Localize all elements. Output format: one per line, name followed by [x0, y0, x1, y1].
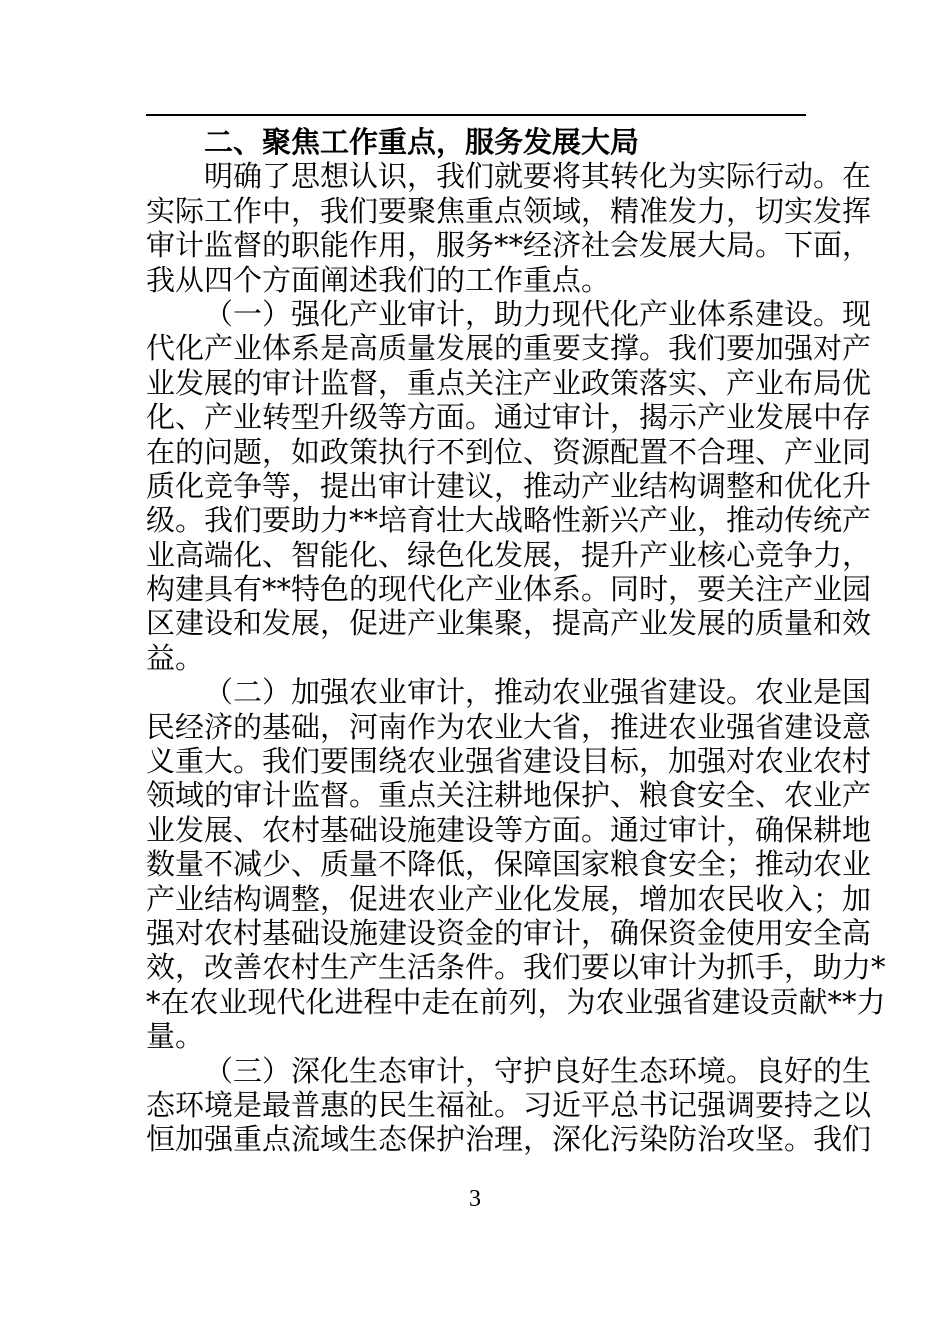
text-line: 产业结构调整，促进农业产业化发展，增加农民收入；加 [146, 881, 872, 916]
text-line: 义重大。我们要围绕农业强省建设目标，加强对农业农村 [146, 744, 872, 779]
text-line: 级。我们要助力**培育壮大战略性新兴产业，推动传统产 [146, 503, 872, 538]
text-line: *在农业现代化进程中走在前列，为农业强省建设贡献**力 [146, 984, 886, 1019]
text-line: 数量不减少、质量不降低，保障国家粮食安全；推动农业 [146, 847, 872, 882]
paragraph [146, 159, 872, 297]
text-line: 量。 [146, 1019, 205, 1054]
text-line: （二）加强农业审计，推动农业强省建设。农业是国 [204, 675, 872, 710]
text-line: 在的问题，如政策执行不到位、资源配置不合理、产业同 [146, 434, 872, 469]
text-line: 业高端化、智能化、绿色化发展，提升产业核心竞争力， [146, 537, 872, 572]
document-body [146, 125, 886, 1157]
text-line: 态环境是最普惠的民生福祉。习近平总书记强调要持之以 [146, 1087, 872, 1122]
text-line: 明确了思想认识，我们就要将其转化为实际行动。在 [204, 159, 872, 194]
paragraph [146, 675, 886, 1054]
section-heading: 二、聚焦工作重点，服务发展大局 [204, 125, 640, 159]
text-line: 区建设和发展，促进产业集聚，提高产业发展的质量和效 [146, 606, 872, 641]
text-line: 业发展、农村基础设施建设等方面。通过审计，确保耕地 [146, 812, 872, 847]
text-line: 领域的审计监督。重点关注耕地保护、粮食安全、农业产 [146, 778, 872, 813]
text-line: （三）深化生态审计，守护良好生态环境。良好的生 [204, 1053, 872, 1088]
text-line: 益。 [146, 640, 205, 675]
text-line: 质化竞争等，提出审计建议，推动产业结构调整和优化升 [146, 468, 872, 503]
text-line: 强对农村基础设施建设资金的审计，确保资金使用安全高 [146, 915, 872, 950]
text-line: （一）强化产业审计，助力现代化产业体系建设。现 [204, 296, 872, 331]
paragraph [146, 296, 872, 675]
text-line: 代化产业体系是高质量发展的重要支撑。我们要加强对产 [146, 331, 872, 366]
page-number: 3 [469, 1186, 481, 1212]
text-line: 审计监督的职能作用，服务**经济社会发展大局。下面， [146, 228, 872, 263]
text-line: 业发展的审计监督，重点关注产业政策落实、产业布局优 [146, 365, 872, 400]
text-line: 我从四个方面阐述我们的工作重点。 [146, 262, 611, 297]
text-line: 恒加强重点流域生态保护治理，深化污染防治攻坚。我们 [146, 1122, 872, 1157]
text-line: 效，改善农村生产生活条件。我们要以审计为抓手，助力* [146, 950, 886, 985]
text-line: 构建具有**特色的现代化产业体系。同时，要关注产业园 [146, 572, 872, 607]
paragraph [146, 1053, 872, 1157]
text-line: 化、产业转型升级等方面。通过审计，揭示产业发展中存 [146, 400, 872, 435]
header-rule [146, 114, 806, 116]
text-line: 民经济的基础，河南作为农业大省，推进农业强省建设意 [146, 709, 872, 744]
text-line: 实际工作中，我们要聚焦重点领域，精准发力，切实发挥 [146, 193, 872, 228]
